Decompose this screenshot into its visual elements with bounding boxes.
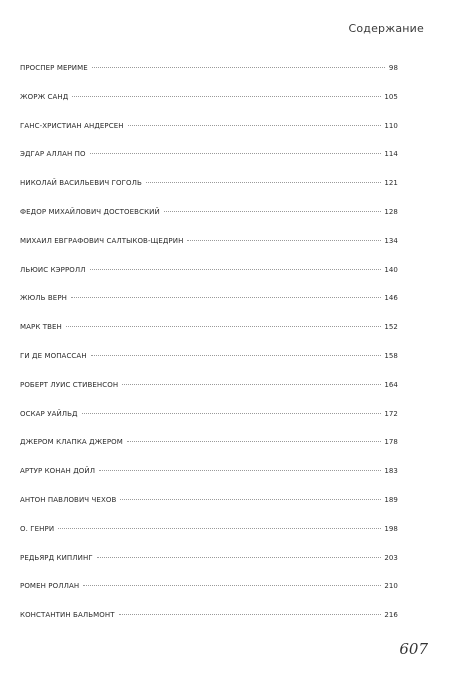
toc-entry-title: РЕДЬЯРД КИПЛИНГ [20,553,93,562]
toc-entry-page: 98 [388,64,398,72]
toc-entry-title: О. ГЕНРИ [20,524,55,533]
dot-leader [164,211,382,212]
toc-entry-title: ГАНС-ХРИСТИАН АНДЕРСЕН [20,121,124,130]
toc-entry-title: НИКОЛАЙ ВАСИЛЬЕВИЧ ГОГОЛЬ [20,179,142,188]
dot-leader [120,499,381,500]
toc-entry-title: ЭДГАР АЛЛАН ПО [20,150,86,159]
toc-entry [20,381,398,410]
dot-leader [83,585,381,586]
dot-leader [66,326,381,327]
toc-entry-title: РОМЕН РОЛЛАН [20,582,80,591]
toc-entry [20,582,398,611]
toc-entry-title: АНТОН ПАВЛОВИЧ ЧЕХОВ [20,495,117,504]
toc-entry-page: 110 [384,121,398,130]
dot-leader [146,182,381,183]
dot-leader [187,240,381,241]
dot-leader [58,528,381,529]
toc-entry-page: 178 [384,438,398,447]
dot-leader [72,96,381,97]
toc-entry-title: МИХАИЛ ЕВГРАФОВИЧ САЛТЫКОВ-ЩЕДРИН [20,236,184,245]
toc-entry-page: 210 [384,582,398,591]
dot-leader [97,557,382,558]
toc-entry-title: МАРК ТВЕН [20,323,62,332]
toc-entry-page: 189 [384,495,398,504]
toc-entry-title: КОНСТАНТИН БАЛЬМОНТ [20,611,115,620]
toc-entry-title: ОСКАР УАЙЛЬД [20,409,78,418]
toc-entry [20,410,398,439]
toc-entry-page: 152 [384,323,398,332]
toc-entry [20,93,398,122]
toc-entry-page: 121 [384,179,398,188]
toc-entry [20,179,398,208]
toc-entry [20,554,398,583]
toc-entry-page: 105 [384,92,398,101]
toc-entry-title: АРТУР КОНАН ДОЙЛ [20,467,96,476]
toc-entry-title: ФЕДОР МИХАЙЛОВИЧ ДОСТОЕВСКИЙ [20,207,160,216]
running-header: Содержание [348,22,424,35]
toc-entry [20,237,398,266]
toc-entry-page: 198 [384,524,398,533]
toc-entry [20,525,398,554]
page-number: 607 [399,640,428,658]
toc-entry-page: 114 [384,150,398,159]
toc-entry [20,266,398,295]
toc-entry [20,323,398,352]
toc-entry-page: 203 [384,553,398,562]
dot-leader [128,125,382,126]
toc-entry [20,294,398,323]
toc-entry-page: 172 [384,409,398,418]
table-of-contents [20,64,398,640]
toc-entry-page: 128 [384,207,398,216]
dot-leader [90,269,382,270]
toc-entry-title: ЖОРЖ САНД [20,92,69,101]
toc-entry-page: 158 [384,351,398,360]
dot-leader [99,470,381,471]
toc-entry-page: 216 [384,611,398,620]
dot-leader [127,441,381,442]
toc-entry-title: ГИ ДЕ МОПАССАН [20,351,87,360]
toc-entry [20,64,398,93]
dot-leader [91,355,382,356]
toc-entry [20,467,398,496]
toc-entry-title: ЖЮЛЬ ВЕРН [20,294,67,303]
dot-leader [92,67,385,68]
toc-entry-page: 164 [384,380,398,389]
toc-entry [20,496,398,525]
toc-entry [20,208,398,237]
toc-entry-title: ПРОСПЕР МЕРИМЕ [20,64,88,72]
toc-entry [20,352,398,381]
toc-entry [20,122,398,151]
toc-entry-page: 146 [384,294,398,303]
toc-entry-title: РОБЕРТ ЛУИС СТИВЕНСОН [20,380,119,389]
toc-entry-title: ЛЬЮИС КЭРРОЛЛ [20,265,86,274]
dot-leader [90,153,382,154]
toc-entry [20,438,398,467]
dot-leader [122,384,381,385]
toc-entry-title: ДЖЕРОМ КЛАПКА ДЖЕРОМ [20,438,123,447]
dot-leader [119,614,382,615]
toc-entry-page: 134 [384,236,398,245]
dot-leader [71,297,381,298]
toc-entry-page: 183 [384,467,398,476]
toc-entry [20,150,398,179]
toc-entry-page: 140 [384,265,398,274]
dot-leader [82,413,382,414]
toc-entry [20,611,398,640]
